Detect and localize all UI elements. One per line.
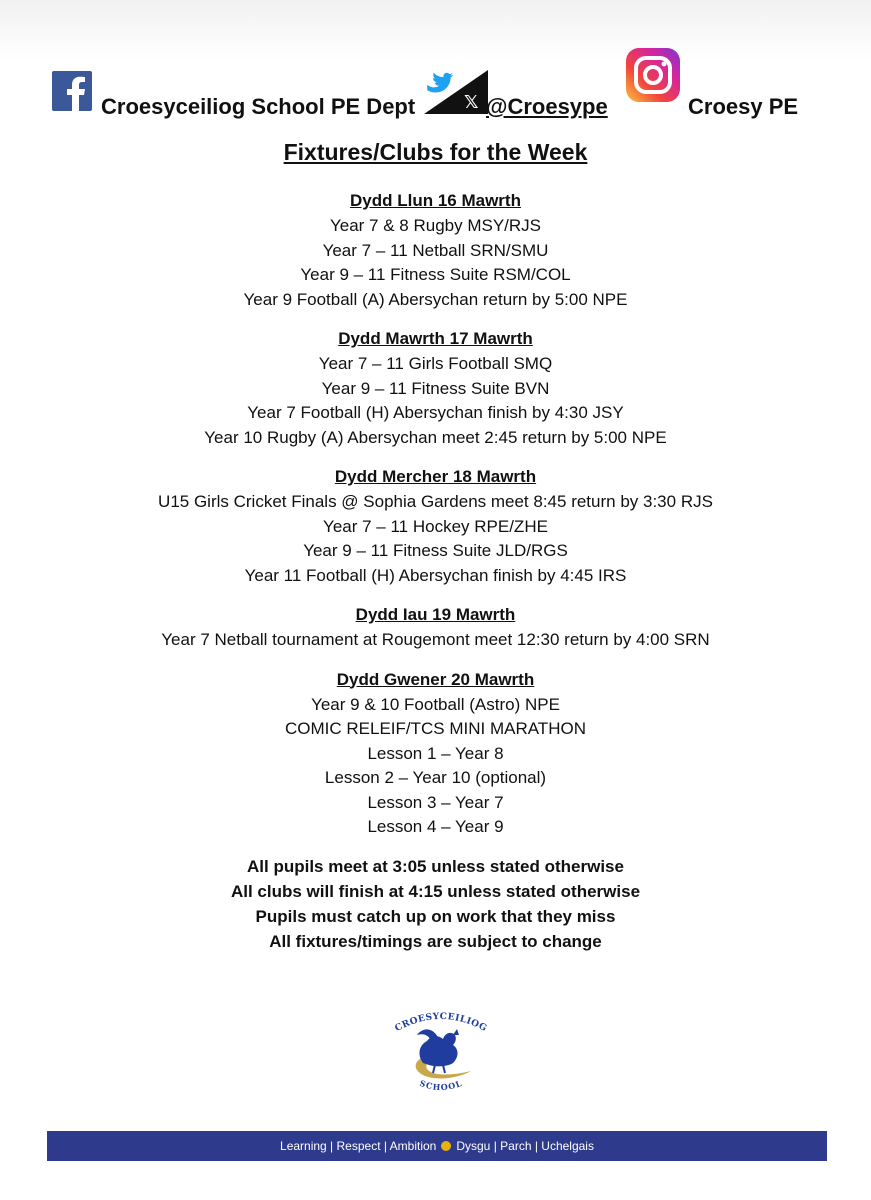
day-title: Dydd Mercher 18 Mawrth — [334, 467, 537, 486]
note-line: Pupils must catch up on work that they miss — [255, 906, 616, 926]
footer-right-text: Dysgu | Parch | Uchelgais — [456, 1139, 594, 1153]
fixture-item: Year 9 – 11 Fitness Suite BVN — [321, 378, 550, 398]
fixture-item: Lesson 2 – Year 10 (optional) — [324, 768, 547, 787]
note-line: All clubs will finish at 4:15 unless stated otherwise — [230, 881, 641, 901]
day-section — [0, 667, 871, 840]
fixture-item: Year 9 – 11 Fitness Suite JLD/RGS — [303, 541, 568, 560]
gold-dot-icon — [441, 1141, 451, 1151]
page-title: Fixtures/Clubs for the Week — [283, 139, 588, 165]
svg-text:𝕏: 𝕏 — [464, 92, 479, 113]
day-section — [0, 326, 871, 450]
instagram-handle[interactable]: Croesy PE — [688, 94, 799, 119]
fixture-item: Year 10 Rugby (A) Abersychan meet 2:45 return by 5:00 NPE — [204, 427, 667, 447]
fixture-item: Year 7 & 8 Rugby MSY/RJS — [329, 216, 542, 235]
fixture-item: Year 9 Football (A) Abersychan return by 5:00 NPE — [243, 289, 628, 309]
instagram-icon[interactable] — [626, 48, 680, 102]
facebook-handle[interactable]: Croesyceiliog School PE Dept — [101, 94, 416, 119]
day-section — [0, 602, 871, 653]
fixture-item: Year 7 Football (H) Abersychan finish by 4:30 JSY — [247, 403, 624, 422]
day-title: Dydd Mawrth 17 Mawrth — [338, 329, 533, 348]
fixture-item: Year 9 & 10 Football (Astro) NPE — [311, 694, 560, 714]
fixture-item: Lesson 3 – Year 7 — [367, 792, 504, 812]
fixture-item: Year 7 – 11 Netball SRN/SMU — [322, 240, 549, 260]
note-line: All pupils meet at 3:05 unless stated otherwise — [247, 856, 624, 876]
twitter-x-icon[interactable] — [424, 68, 488, 114]
header — [0, 0, 871, 135]
footer-left-text: Learning | Respect | Ambition — [280, 1139, 437, 1153]
fixtures-list — [0, 188, 871, 954]
day-title: Dydd Iau 19 Mawrth — [355, 605, 516, 624]
day-section — [0, 188, 871, 312]
fixture-item: Year 9 – 11 Fitness Suite RSM/COL — [300, 265, 571, 284]
fixture-item: Year 7 – 11 Hockey RPE/ZHE — [323, 516, 548, 536]
fixture-item: Lesson 1 – Year 8 — [367, 743, 504, 763]
note-line: All fixtures/timings are subject to change — [269, 931, 602, 951]
x-icon — [464, 92, 479, 113]
day-title: Dydd Gwener 20 Mawrth — [336, 669, 535, 689]
notes-section — [0, 854, 871, 954]
fixture-item: COMIC RELEIF/TCS MINI MARATHON — [285, 719, 586, 738]
fixture-item: Year 7 – 11 Girls Football SMQ — [318, 354, 553, 373]
svg-text:CROESYCEILIOG: CROESYCEILIOG — [393, 1011, 489, 1035]
day-section — [0, 464, 871, 588]
day-title: Dydd Llun 16 Mawrth — [350, 191, 521, 210]
svg-text:SCHOOL: SCHOOL — [418, 1077, 464, 1093]
twitter-icon — [427, 73, 453, 93]
fixture-item: Year 11 Football (H) Abersychan finish by 4:45 IRS — [244, 565, 627, 585]
fixture-item: Lesson 4 – Year 9 — [367, 817, 504, 836]
twitter-handle[interactable]: @Croesype — [486, 94, 608, 119]
footer-banner — [47, 1131, 827, 1161]
facebook-icon[interactable] — [52, 71, 92, 111]
fixture-item: Year 7 Netball tournament at Rougemont meet 12:30 return by 4:00 SRN — [161, 630, 710, 649]
school-logo — [383, 1005, 499, 1100]
fixture-item: U15 Girls Cricket Finals @ Sophia Gardens meet 8:45 return by 3:30 RJS — [158, 492, 713, 511]
